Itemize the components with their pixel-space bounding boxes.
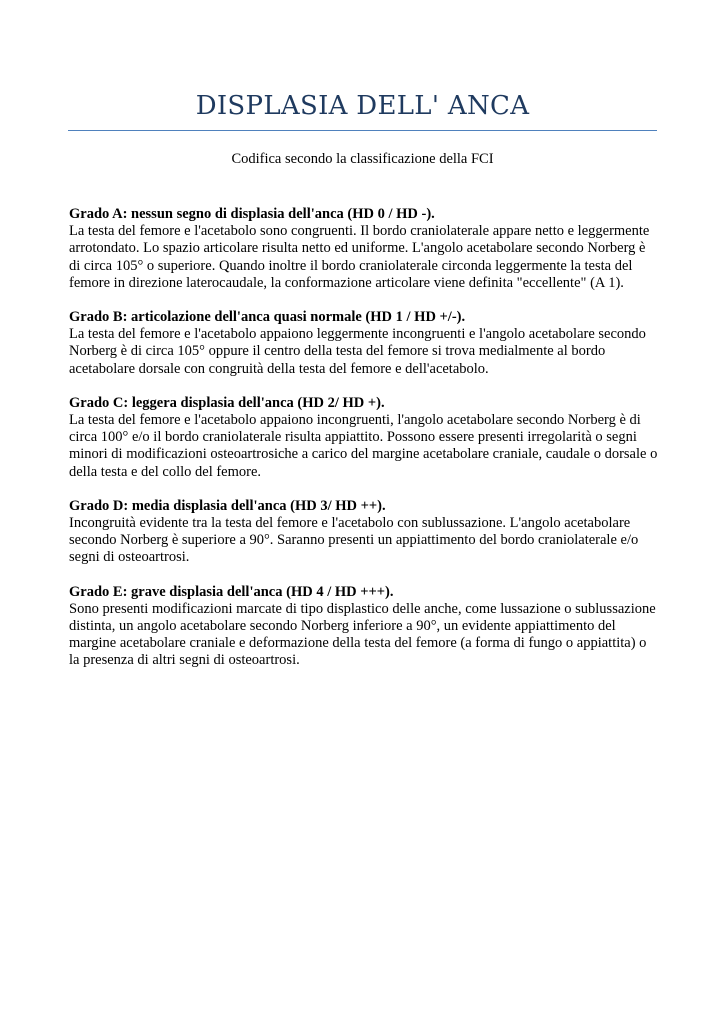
- grade-d-text: Incongruità evidente tra la testa del femore e l'acetabolo con sublussazione. L'angolo acetabolare secondo Norberg è superiore a 90°. Saranno presenti un appiattimento del bordo craniolaterale e/o segni di osteoartrosi.: [69, 515, 639, 566]
- title-underline: [68, 130, 657, 131]
- document-subtitle: Codifica secondo la classificazione della FCI: [231, 151, 494, 167]
- grade-e-section: [69, 584, 659, 670]
- grade-b-section: [69, 309, 659, 378]
- grade-d-section: [69, 498, 659, 567]
- grade-a-heading: Grado A: nessun segno di displasia dell'anca (HD 0 / HD -).: [69, 206, 435, 222]
- grade-a-section: [69, 206, 659, 292]
- grade-c-text: La testa del femore e l'acetabolo appaiono incongruenti, l'angolo acetabolare secondo Norberg è di circa 100° e/o il bordo craniolaterale risulta appiattito. Possono essere presenti irregolarità o segni minori di modificazioni osteoartrosiche a carico del margine acetabolare craniale, caudale o dorsale o della testa e del collo del femore.: [69, 412, 658, 480]
- grade-d-heading: Grado D: media displasia dell'anca (HD 3/ HD ++).: [69, 497, 386, 514]
- grade-e-heading: Grado E: grave displasia dell'anca (HD 4 / HD +++).: [69, 583, 394, 600]
- document-title: DISPLASIA DELL' ANCA: [195, 91, 530, 121]
- document-body: [69, 206, 659, 687]
- grade-b-heading: Grado B: articolazione dell'anca quasi normale (HD 1 / HD +/-).: [69, 309, 466, 326]
- grade-c-heading: Grado C: leggera displasia dell'anca (HD 2/ HD +).: [69, 394, 385, 411]
- grade-c-section: [69, 395, 659, 481]
- grade-e-text: Sono presenti modificazioni marcate di tipo displastico delle anche, come lussazione o sublussazione distinta, un angolo acetabolare secondo Norberg inferiore a 90°, un evidente appiattimento del margine acetabolare craniale e deformazione della testa del femore (a forma di fungo o appiattita) o la presenza di altri segni di osteoartrosi.: [69, 600, 656, 669]
- grade-a-text: La testa del femore e l'acetabolo sono congruenti. Il bordo craniolaterale appare netto e leggermente arrotondato. Lo spazio articolare risulta netto ed uniforme. L'angolo acetabolare secondo Norberg è di circa 105° o superiore. Quando inoltre il bordo craniolaterale circonda leggermente la testa del femore in direzione laterocaudale, la conformazione articolare viene definita "eccellente" (A 1).: [69, 223, 650, 291]
- grade-b-text: La testa del femore e l'acetabolo appaiono leggermente incongruenti e l'angolo acetabolare secondo Norberg è di circa 105° oppure il centro della testa del femore si trova medialmente al bordo acetabolare dorsale con congruità della testa del femore e dell'acetabolo.: [69, 326, 646, 377]
